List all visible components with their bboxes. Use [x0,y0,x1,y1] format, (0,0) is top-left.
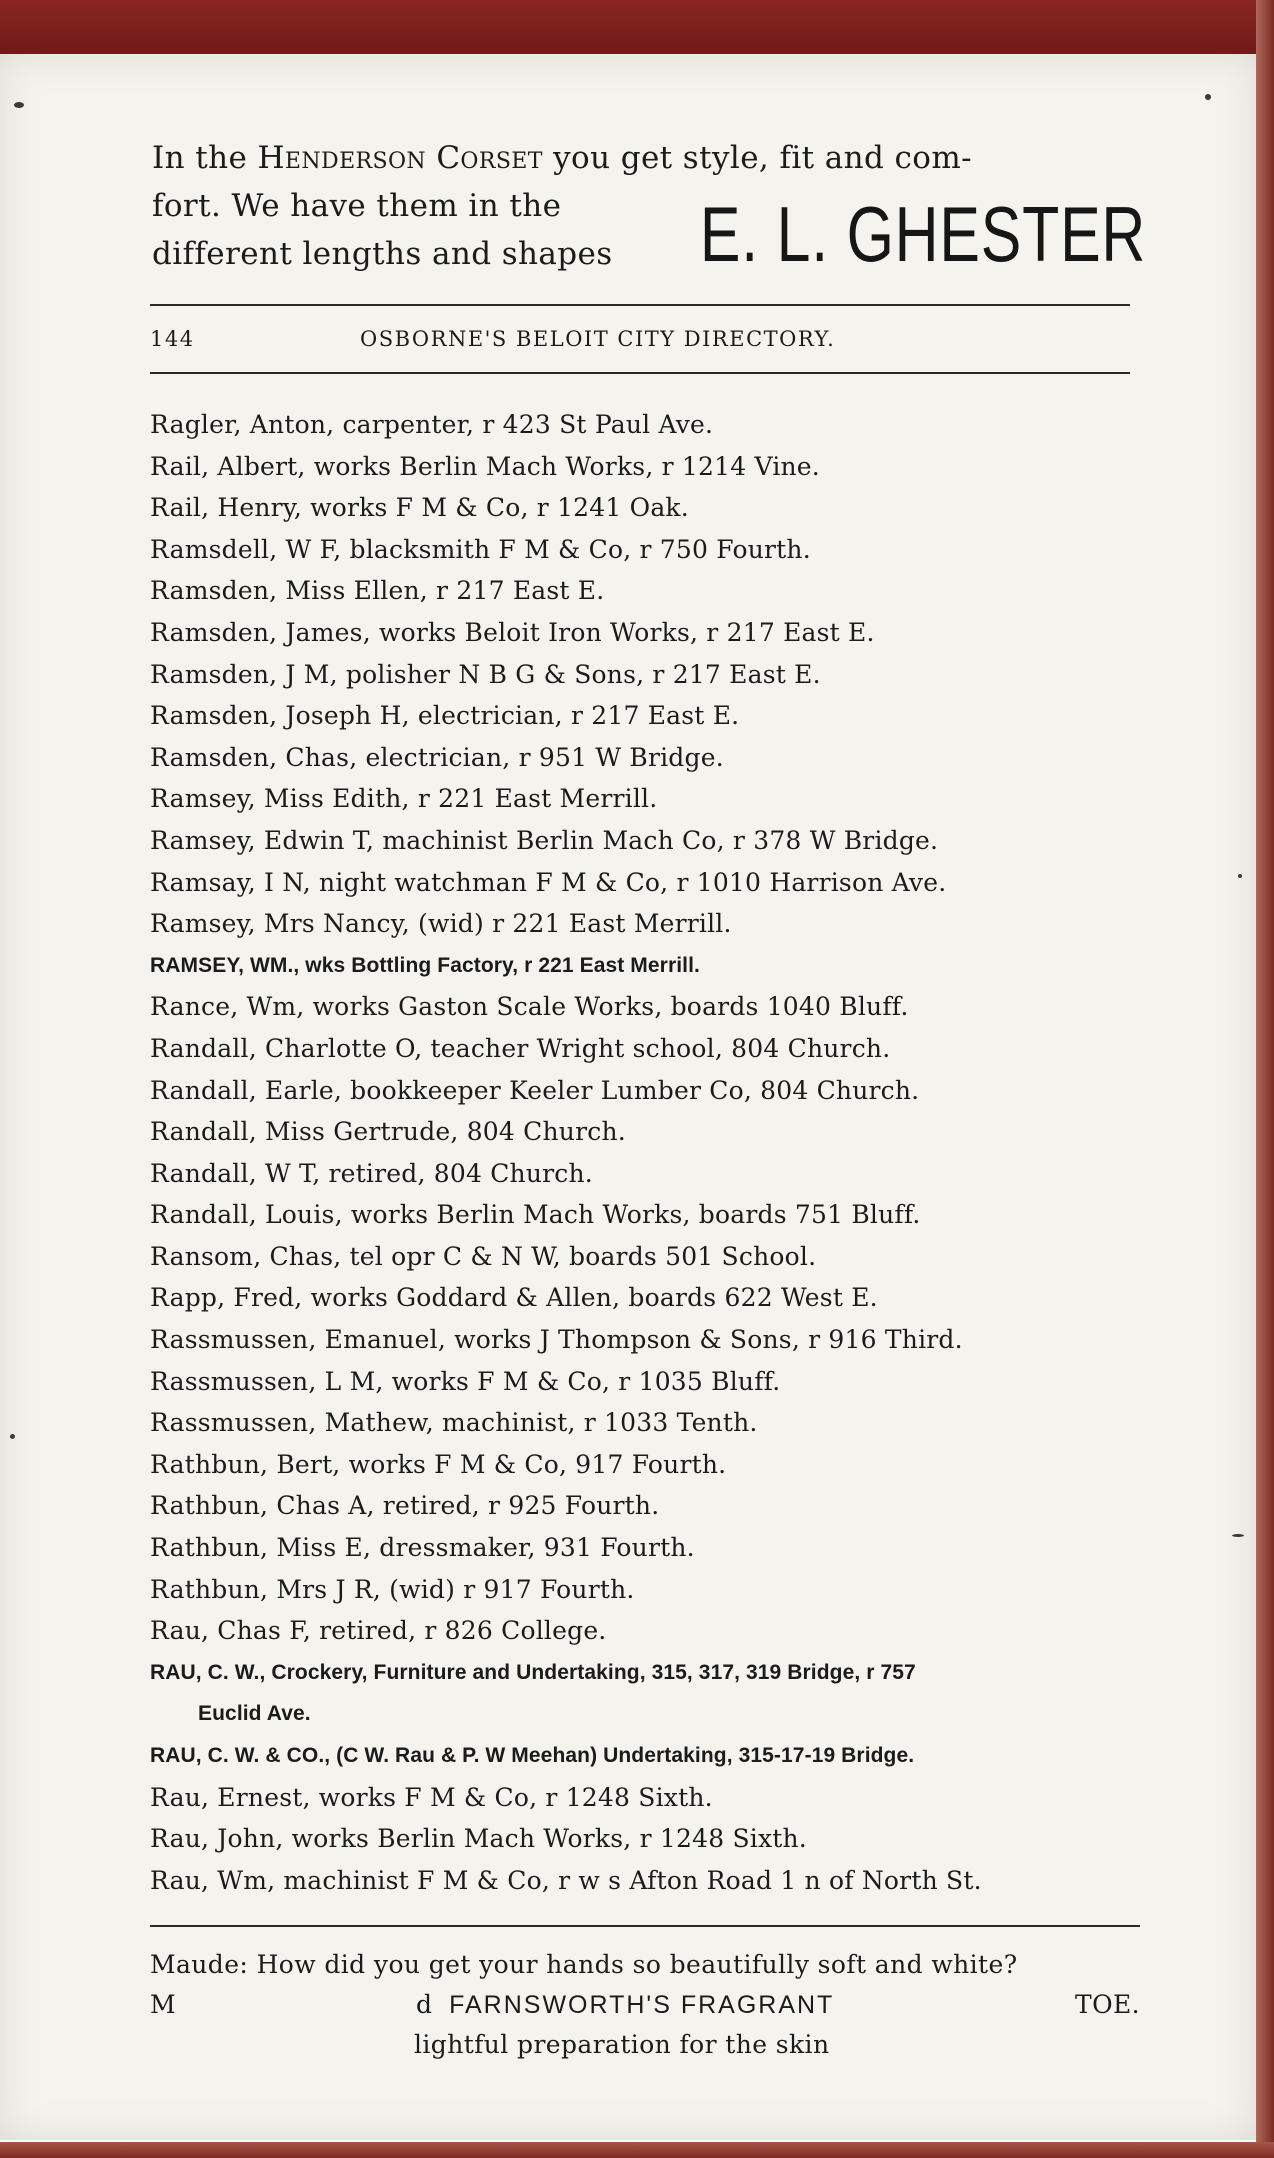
farnsworth-ad-fragment-left: M [150,1990,176,2020]
book-cover-right-edge [1256,0,1274,2158]
directory-page [0,54,1256,2140]
page-number: 144 [150,327,195,351]
directory-entry: Rapp, Fred, works Goddard & Allen, boards 622 West E. [150,1283,878,1313]
directory-entry: Randall, Miss Gertrude, 804 Church. [150,1117,626,1147]
directory-entry: Rau, Wm, machinist F M & Co, r w s Afton Road 1 n of North St. [150,1865,982,1895]
farnsworth-brand: FARNSWORTH'S FRAGRANT [449,1991,835,2020]
directory-entry: Rail, Henry, works F M & Co, r 1241 Oak. [150,493,689,523]
directory-entry: RAU, C. W. & CO., (C W. Rau & P. W Meehan) Undertaking, 315-17-19 Bridge. [150,1744,915,1767]
farnsworth-ad-line-2 [150,1985,1140,2025]
directory-entry: Rassmussen, Mathew, machinist, r 1033 Tenth. [150,1408,758,1438]
directory-entry: Rathbun, Miss E, dressmaker, 931 Fourth. [150,1533,695,1563]
farnsworth-ad-fragment-mid: d [416,1990,433,2020]
corset-advertisement [150,134,1146,304]
directory-entry: Ransom, Chas, tel opr C & N W, boards 501 School. [150,1241,817,1271]
header-rule [150,372,1130,374]
directory-entry: Ramsden, James, works Beloit Iron Works, r 217 East E. [150,617,875,647]
directory-entry: Rau, Chas F, retired, r 826 College. [150,1616,607,1646]
directory-entry: Rathbun, Bert, works F M & Co, 917 Fourth. [150,1449,727,1479]
corset-ad-line-2: fort. We have them in the [152,188,562,224]
directory-entry: Rau, Ernest, works F M & Co, r 1248 Sixth. [150,1782,713,1812]
directory-entry: Rathbun, Chas A, retired, r 925 Fourth. [150,1491,660,1521]
directory-entry: Euclid Ave. [198,1702,311,1726]
directory-entry: RAMSEY, WM., wks Bottling Factory, r 221 East Merrill. [150,953,700,977]
directory-entry: Rassmussen, L M, works F M & Co, r 1035 Bluff. [150,1366,781,1396]
directory-entry: Ramsey, Edwin T, machinist Berlin Mach Co, r 378 W Bridge. [150,825,939,855]
directory-entry: Randall, Charlotte O, teacher Wright school, 804 Church. [150,1033,891,1063]
directory-entry: Ramsden, Joseph H, electrician, r 217 East E. [150,701,740,731]
corset-ad-line-3: different lengths and shapes [152,236,613,272]
directory-entry: Ragler, Anton, carpenter, r 423 St Paul Ave. [150,410,714,439]
directory-entry: Randall, Earle, bookkeeper Keeler Lumber Co, 804 Church. [150,1075,920,1105]
directory-entries [150,404,1140,1901]
page-content [150,134,1146,2065]
directory-entry: Rail, Albert, works Berlin Mach Works, r 1214 Vine. [150,451,820,481]
directory-entry: Ramsden, Miss Ellen, r 217 East E. [150,576,605,606]
directory-entry: Ramsey, Mrs Nancy, (wid) r 221 East Merrill. [150,909,732,939]
directory-entry: Ramsdell, W F, blacksmith F M & Co, r 750 Fourth. [150,534,811,564]
farnsworth-advertisement [150,1925,1140,2065]
corset-brand: Henderson Corset [257,140,543,176]
directory-entry: Randall, W T, retired, 804 Church. [150,1158,593,1188]
book-cover-bottom-edge [0,2142,1274,2158]
directory-entry: RAU, C. W., Crockery, Furniture and Undertaking, 315, 317, 319 Bridge, r 757 [150,1660,916,1684]
merchant-name: E. L. GHESTER [699,190,1146,278]
directory-entry: Randall, Louis, works Berlin Mach Works, boards 751 Bluff. [150,1200,921,1230]
directory-entry: Rau, John, works Berlin Mach Works, r 1248 Sixth. [150,1824,807,1854]
directory-entry: Ramsden, J M, polisher N B G & Sons, r 217 East E. [150,659,821,689]
farnsworth-ad-fragment-right: TOE. [1075,1990,1140,2020]
corset-ad-line-1: In the Henderson Corset you get style, fit and com- [152,140,972,176]
farnsworth-ad-line-1: Maude: How did you get your hands so beautifully soft and white? [150,1950,1018,1980]
directory-entry: Rance, Wm, works Gaston Scale Works, boards 1040 Bluff. [150,992,909,1022]
directory-entry: Ramsay, I N, night watchman F M & Co, r 1010 Harrison Ave. [150,867,947,897]
running-title: OSBORNE'S BELOIT CITY DIRECTORY. [360,327,836,351]
farnsworth-ad-line-3: lightful preparation for the skin [414,2030,830,2060]
running-header [150,306,1140,372]
book-cover-top-edge [0,0,1274,58]
directory-entry: Rassmussen, Emanuel, works J Thompson & Sons, r 916 Third. [150,1325,963,1355]
directory-entry: Ramsden, Chas, electrician, r 951 W Bridge. [150,742,724,772]
directory-entry: Ramsey, Miss Edith, r 221 East Merrill. [150,784,658,814]
directory-entry: Rathbun, Mrs J R, (wid) r 917 Fourth. [150,1574,635,1604]
